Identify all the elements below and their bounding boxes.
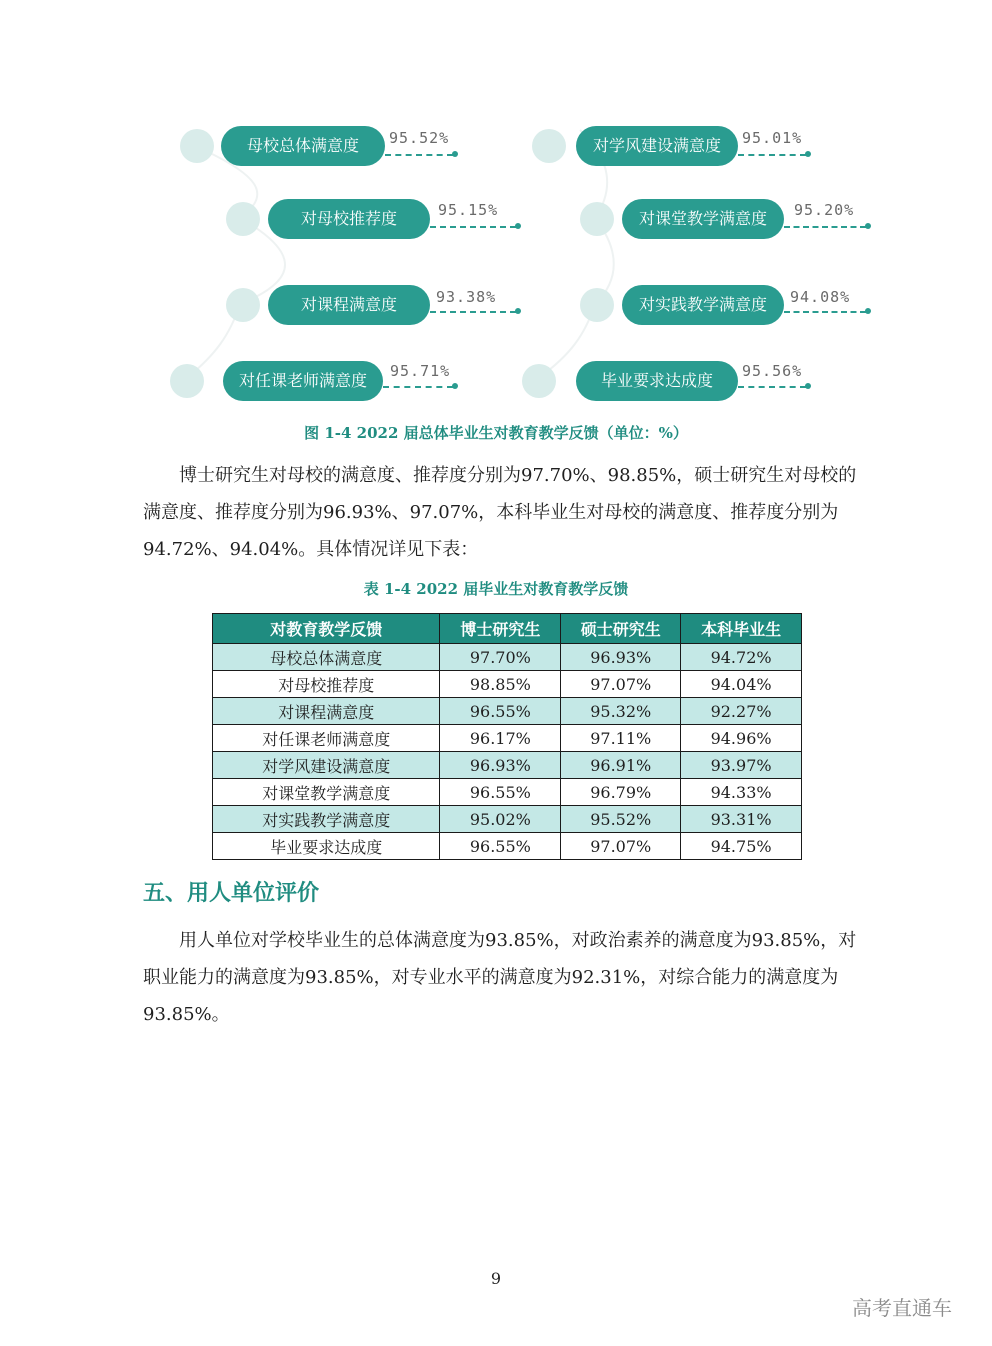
item-label: 对课程满意度 <box>268 285 430 325</box>
table-row <box>213 698 802 725</box>
leader-dot <box>515 223 521 229</box>
marker-circle <box>180 129 214 163</box>
leader-dot <box>865 223 871 229</box>
marker-circle <box>580 202 614 236</box>
table-cell: 对实践教学满意度 <box>213 806 440 833</box>
table-cell: 96.55% <box>440 833 561 860</box>
marker-circle <box>522 364 556 398</box>
watermark: 高考直通车 <box>852 1296 952 1320</box>
table-cell: 对课程满意度 <box>213 698 440 725</box>
section-heading: 五、用人单位评价 <box>143 881 320 906</box>
leader-line <box>738 386 806 388</box>
table-cell: 95.52% <box>561 806 681 833</box>
table-cell: 对课堂教学满意度 <box>213 779 440 806</box>
table-cell: 96.17% <box>440 725 561 752</box>
table-cell: 98.85% <box>440 671 561 698</box>
item-value: 95.52% <box>389 129 450 147</box>
item-label: 对学风建设满意度 <box>576 126 738 166</box>
item-label: 对母校推荐度 <box>268 199 430 239</box>
table-cell: 95.02% <box>440 806 561 833</box>
leader-dot <box>452 383 458 389</box>
item-value: 95.71% <box>390 362 451 380</box>
item-label: 母校总体满意度 <box>221 126 385 166</box>
table-cell: 94.33% <box>681 779 802 806</box>
leader-line <box>430 311 516 313</box>
table-cell: 毕业要求达成度 <box>213 833 440 860</box>
leader-dot <box>805 151 811 157</box>
item-value: 95.56% <box>742 362 803 380</box>
table-cell: 97.07% <box>561 671 681 698</box>
item-label: 对课堂教学满意度 <box>622 199 784 239</box>
figure-caption: 图 1-4 2022 届总体毕业生对教育教学反馈（单位：%） <box>304 424 688 442</box>
paragraph-2-text: 用人单位对学校毕业生的总体满意度为93.85%，对政治素养的满意度为93.85%，对职业能力的满意度为93.85%，对专业水平的满意度为92.31%，对综合能力的满意度为93.85%。 <box>143 930 857 1025</box>
paragraph-2 <box>143 922 859 1033</box>
table-row <box>213 725 802 752</box>
marker-circle <box>532 129 566 163</box>
marker-circle <box>170 364 204 398</box>
table-caption: 表 1-4 2022 届毕业生对教育教学反馈 <box>363 580 629 598</box>
table-cell: 96.79% <box>561 779 681 806</box>
leader-line <box>430 226 516 228</box>
column-header: 硕士研究生 <box>561 614 681 644</box>
table-cell: 对母校推荐度 <box>213 671 440 698</box>
table-cell: 92.27% <box>681 698 802 725</box>
page-number: 9 <box>490 1269 502 1288</box>
column-header: 博士研究生 <box>440 614 561 644</box>
column-header: 本科毕业生 <box>681 614 802 644</box>
leader-line <box>784 226 866 228</box>
table-cell: 母校总体满意度 <box>213 644 440 671</box>
table-row <box>213 644 802 671</box>
feedback-table <box>212 613 802 860</box>
table-cell: 93.97% <box>681 752 802 779</box>
item-value: 95.15% <box>438 201 499 219</box>
table-cell: 96.91% <box>561 752 681 779</box>
table-header-row <box>213 614 802 644</box>
table-cell: 96.55% <box>440 779 561 806</box>
table-cell: 94.75% <box>681 833 802 860</box>
table-cell: 93.31% <box>681 806 802 833</box>
table-row <box>213 779 802 806</box>
leader-line <box>738 154 806 156</box>
marker-circle <box>580 288 614 322</box>
item-value: 93.38% <box>436 288 497 306</box>
table-cell: 96.93% <box>561 644 681 671</box>
table-cell: 97.70% <box>440 644 561 671</box>
item-value: 95.01% <box>742 129 803 147</box>
leader-dot <box>515 308 521 314</box>
table-row <box>213 833 802 860</box>
item-value: 94.08% <box>790 288 851 306</box>
table-cell: 96.93% <box>440 752 561 779</box>
marker-circle <box>226 288 260 322</box>
table-row <box>213 671 802 698</box>
table-cell: 97.07% <box>561 833 681 860</box>
leader-dot <box>452 151 458 157</box>
column-header: 对教育教学反馈 <box>213 614 440 644</box>
leader-dot <box>865 308 871 314</box>
leader-dot <box>805 383 811 389</box>
table-cell: 96.55% <box>440 698 561 725</box>
paragraph-1 <box>143 457 859 568</box>
table-row <box>213 752 802 779</box>
table-cell: 97.11% <box>561 725 681 752</box>
leader-line <box>385 154 453 156</box>
table-cell: 95.32% <box>561 698 681 725</box>
table-cell: 94.72% <box>681 644 802 671</box>
item-label: 对实践教学满意度 <box>622 285 784 325</box>
item-label: 对任课老师满意度 <box>223 361 383 401</box>
marker-circle <box>226 202 260 236</box>
leader-line <box>383 386 453 388</box>
table-cell: 94.96% <box>681 725 802 752</box>
table-cell: 对学风建设满意度 <box>213 752 440 779</box>
table-cell: 94.04% <box>681 671 802 698</box>
paragraph-1-text: 博士研究生对母校的满意度、推荐度分别为97.70%、98.85%，硕士研究生对母校的满意度、推荐度分别为96.93%、97.07%，本科毕业生对母校的满意度、推荐度分别为94.72%、94.04%。具体情况详见下表： <box>143 465 857 560</box>
leader-line <box>784 311 866 313</box>
item-label: 毕业要求达成度 <box>576 361 738 401</box>
table-row <box>213 806 802 833</box>
item-value: 95.20% <box>794 201 855 219</box>
table-cell: 对任课老师满意度 <box>213 725 440 752</box>
